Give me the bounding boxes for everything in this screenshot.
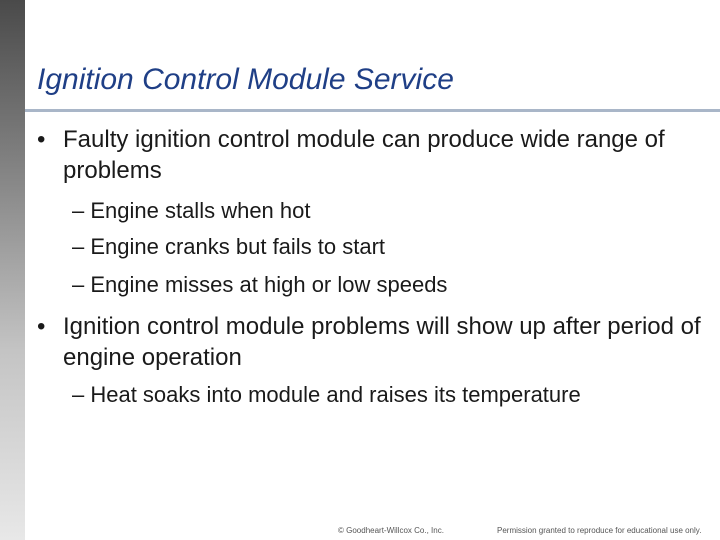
sub-bullet-item: – Engine misses at high or low speeds bbox=[72, 272, 448, 297]
sub-bullet-item: – Engine stalls when hot bbox=[72, 198, 311, 223]
slide-title: Ignition Control Module Service bbox=[37, 63, 454, 96]
bullet-marker: • bbox=[37, 313, 46, 340]
bullet-text: Ignition control module problems will show up after period of engine operation bbox=[63, 313, 701, 371]
footer-permission: Permission granted to reproduce for educational use only. bbox=[497, 526, 702, 535]
bullet-marker: • bbox=[37, 126, 46, 153]
bullet-text: Faulty ignition control module can produce wide range of problems bbox=[63, 126, 665, 184]
bullet-item bbox=[37, 124, 697, 186]
footer-copyright: © Goodheart-Willcox Co., Inc. bbox=[338, 526, 444, 535]
sub-bullet-item: – Heat soaks into module and raises its temperature bbox=[72, 382, 581, 407]
sub-bullet-item: – Engine cranks but fails to start bbox=[72, 234, 386, 259]
bullet-item bbox=[37, 311, 701, 373]
